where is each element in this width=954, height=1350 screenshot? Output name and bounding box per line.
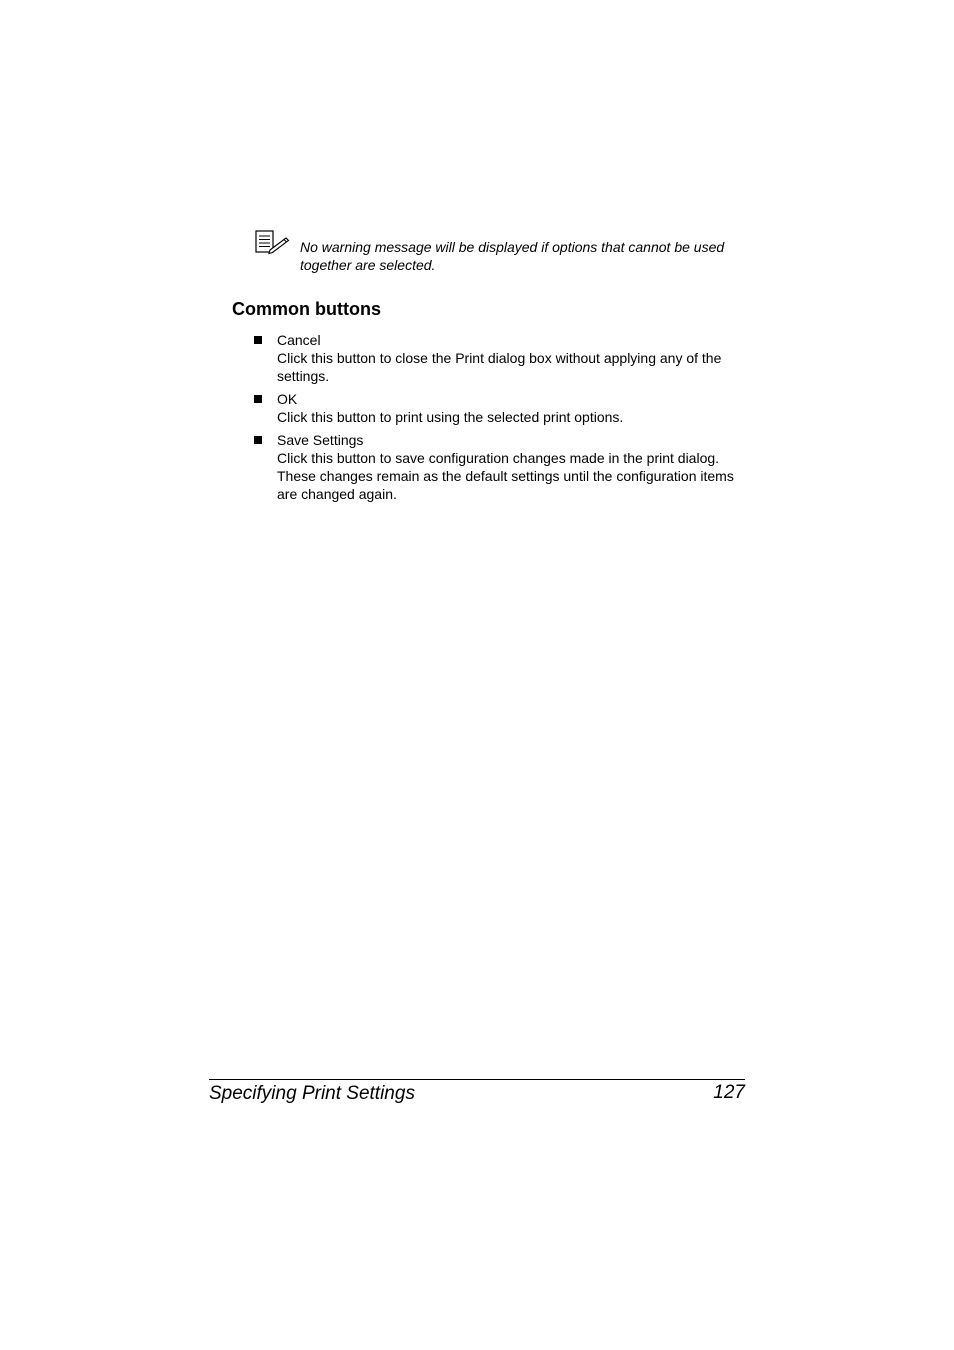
item-description: Click this button to print using the selected print options. — [277, 409, 624, 425]
footer-title: Specifying Print Settings — [209, 1083, 415, 1104]
section-heading: Common buttons — [232, 299, 381, 319]
square-bullet-icon — [254, 436, 262, 444]
list-item-save-settings — [254, 431, 754, 503]
item-title: OK — [277, 391, 298, 407]
item-description: Click this button to save configuration changes made in the print dialog. These changes remain as the default settings until the configuration items are changed again. — [277, 450, 734, 502]
square-bullet-icon — [254, 395, 262, 403]
note-text: No warning message will be displayed if options that cannot be used together are selected. — [300, 239, 725, 273]
item-title: Save Settings — [277, 432, 364, 448]
list-item-cancel — [254, 331, 754, 385]
button-description-list — [254, 331, 754, 508]
note-pencil-icon — [255, 230, 291, 256]
page-number: 127 — [713, 1082, 745, 1103]
square-bullet-icon — [254, 336, 262, 344]
item-description: Click this button to close the Print dialog box without applying any of the settings. — [277, 350, 722, 384]
list-item-ok — [254, 390, 754, 426]
item-title: Cancel — [277, 332, 321, 348]
footer-divider — [209, 1079, 745, 1080]
